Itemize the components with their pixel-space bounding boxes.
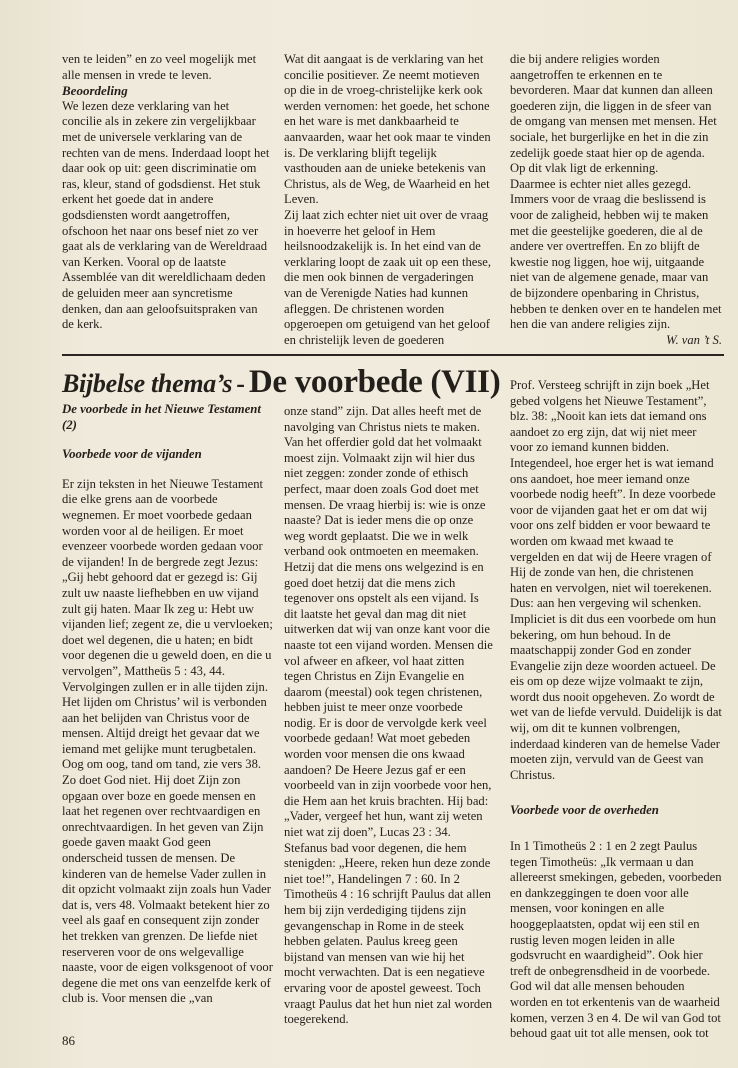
- continued-text: ven te leiden” en zo veel mogelijk met alle mensen in vrede te leven.: [62, 52, 257, 82]
- paragraph: Zij laat zich echter niet uit over de vraag in hoeverre het geloof in Hem heilsnoodzakelijk is. In het eind van de verklaring loopt de zaak uit op een these, die men ook binnen de vergaderingen van de Verenigde Naties had kunnen afleggen. De christenen worden opgeroepen om getuigend van het geloof en christelijk leven de goederen: [284, 207, 492, 347]
- headline-dash: -: [236, 369, 245, 398]
- page-number: 86: [62, 1033, 75, 1048]
- paragraph: die bij andere religies worden aangetroffen te erkennen en te bevorderen. Maar dat kunnen dan alleen goederen zijn, die liggen in de sfeer van de omgang van mensen met mensen. Het sociale, het burgerlijke en het in die zin zedelijk goede staat hier op de agenda. Op dit vlak ligt de erkenning.: [510, 52, 717, 176]
- section-divider: [62, 354, 724, 356]
- article-column-1: [62, 402, 274, 1007]
- top-column-1: [62, 52, 270, 333]
- previous-article-continuation: [0, 52, 738, 352]
- paragraph: Wat dit aangaat is de verklaring van het concilie positiever. Ze neemt motieven op die in de vroeg-christelijke kerk ook werden vernomen: het goede, het schone en het ware is met dankbaarheid te aanvaarden, waar het ook maar te vinden is. De verklaring blijft tegelijk vasthouden aan de unieke betekenis van Christus, als de Weg, de Waarheid en het Leven.: [284, 52, 491, 207]
- section-heading-overheden: Voorbede voor de overheden: [510, 803, 659, 818]
- paragraph: In 1 Timotheüs 2 : 1 en 2 zegt Paulus tegen Timotheüs: „Ik vermaan u dan allereerst smekingen, gebeden, voorbeden en dankzeggingen te doen voor alle mensen, voor koningen en alle hooggeplaatsten, opdat wij een stil en rustig leven mogen leiden in alle godsvrucht en waardigheid”. Ook hier treft de onbegrensdheid in de voorbede. God wil dat alle mensen behouden worden en tot erkentenis van de waarheid komen, verzen 3 en 4. De wil van God tot behoud gaat uit tot alle mensen, ook tot: [510, 839, 722, 1041]
- top-column-3: [510, 52, 722, 348]
- paragraph: onze stand” zijn. Dat alles heeft met de navolging van Christus niets te maken. Van het offerdier gold dat het volmaakt moest zijn. Volmaakt zijn wil hier dus niet zeggen: zonder zonde of ethisch perfect, maar doen zoals God doet met mensen. De vraag hierbij is: wie is onze naaste? Dat is ieder mens die op onze weg wordt geplaatst. Die we in welk verband ook ontmoeten en meemaken. Hetzij dat die mens ons welgezind is en goed doet hetzij dat die mens zich tegenover ons opstelt als een vijand. Is dit laatste het geval dan mag dit niet uitwerken dat wij van onze kant voor die naaste tot een vijand worden. Mensen die vol afweer en afkeer, vol haat zitten tegen Christus en Zijn Evangelie en daarom (meestal) ook tegen christenen, hebben juist te meer onze voorbede nodig. Er is door de vervolgde kerk veel voorbede gedaan! Wat moet gebeden worden voor mensen die ons kwaad aandoen? De Heere Jezus gaf er een voorbeeld van in zijn voorbede voor hen, die Hem aan het kruis brachten. Hij bad: „Vader, vergeef het hun, want zij weten niet wat zij doen”, Lucas 23 : 34. Stefanus bad voor degenen, die hem stenigden: „Heere, reken hun deze zonde niet toe!”, Handelingen 7 : 60. In 2 Timotheüs 4 : 16 schrijft Paulus dat allen hem bij zijn verdediging tijdens zijn gevangenschap in Rome in de steek hebben gelaten. Paulus kreeg geen bijstand van mensen van wie hij het mocht verwachten. Dat is een negatieve ervaring voor de apostel geweest. Toch vraagt Paulus dat het hun niet zal worden toegerekend.: [284, 404, 493, 1027]
- paragraph: Prof. Versteeg schrijft in zijn boek „Het gebed volgens het Nieuwe Testament”, blz. 38: „Nooit kan iets dat iemand ons aandoet zo erg zijn, dat wij niet meer voor zo iemand kunnen bidden. Integendeel, hoe erger het is wat iemand ons aandoet, hoe meer iemand onze voorbede nodig heeft”. In deze voorbede voor de vijanden gaat het er om dat wij voor ons zelf bidden er voor bewaard te worden om kwaad met kwaad te vergelden en dat wij de Heere vragen of Hij de zonde van hen, die christenen haten en vervolgen, niet wil toerekenen. Dus: aan hen vergeving wil schenken. Impliciet is dit dus een voorbede om hun bekering, om hun behoud. In de maatschappij zonder God en zonder Evangelie zijn deze woorden actueel. De eis om op deze wijze volmaakt te zijn, wordt dus nooit opgeheven. Zo wordt de wet van de liefde vervuld. Duidelijk is dat wij, om dit te kunnen volbrengen, inderdaad kinderen van de hemelse Vader moeten zijn, vervuld van de Geest van Christus.: [510, 378, 722, 782]
- article-column-2: [284, 404, 494, 1028]
- author-signature: W. van ’t S.: [666, 332, 722, 347]
- article-subtitle: De voorbede in het Nieuwe Testament (2): [62, 402, 261, 432]
- section-heading-vijanden: Voorbede voor de vijanden: [62, 447, 202, 462]
- paragraph: We lezen deze verklaring van het concilie als in zekere zin vergelijkbaar met de universele verklaring van de rechten van de mens. Inderdaad loopt het daar ook op uit: geen discriminatie om ras, kleur, stand of godsdienst. Het stuk erkent het goede dat in andere godsdiensten wordt aangetroffen, ofschoon het naar ons besef niet zo ver gaat als de verklaring van de Wereldraad van Kerken. Vooral op de laatste Assemblée van dit wereldlichaam deden de geluiden meer aan syncretisme denken, dan aan geloofsuitspraken van de kerk.: [62, 98, 270, 332]
- series-label: Bijbelse thema’s: [62, 369, 233, 398]
- top-column-2: [284, 52, 492, 348]
- paragraph: Er zijn teksten in het Nieuwe Testament die elke grens aan de voorbede wegnemen. Er moet voorbede gedaan worden voor al de heiligen. Er moet evenzeer voorbede worden gedaan voor de vijanden! In de bergrede zegt Jezus: „Gij hebt gehoord dat er gezegd is: Gij zult uw naaste liefhebben en uw vijand zult gij haten. Maar Ik zeg u: Hebt uw vijanden lief; zegent ze, die u vervloeken; doet wel degenen, die u haten; en bidt voor degenen die u geweld doen, en die u vervolgen”, Mattheüs 5 : 43, 44. Vervolgingen zullen er in alle tijden zijn. Het lijden om Christus’ wil is verbonden aan het belijden van Christus voor de mensen. Altijd dreigt het gevaar dat we iemand met gelijke munt terugbetalen. Oog om oog, tand om tand, zie vers 38. Zo doet God niet. Hij doet Zijn zon opgaan over boze en goede mensen en laat het regenen over rechtvaardigen en onrechtvaardigen. In het geven van Zijn goede gaven maakt God geen onderscheid tussen de mensen. De kinderen van de hemelse Vader zullen in dit opzicht volmaakt zijn zoals hun Vader dat is, vers 48. Volmaakt betekent hier zo veel als gaaf en consequent zijn zonder het trekken van grenzen. De liefde niet reserveren voor de ons welgevallige naaste, voor de eigen volksgenoot of voor degene die met ons van eenzelfde kerk of club is. Voor mensen die „van: [62, 476, 273, 1006]
- article-column-3: [510, 378, 722, 1042]
- paragraph: Daarmee is echter niet alles gezegd. Immers voor de vraag die beslissend is voor de zaligheid, hebben wij te maken met die geestelijke goederen, die al de andere ver overtreffen. En zo blijft de kwestie nog liggen, hoe wij, uitgaande niet van de algemene genade, maar van de bijzondere openbaring in Christus, hebben te denken over en te handelen met hen die van andere religies zijn.: [510, 176, 722, 332]
- article-title: De voorbede (VII): [248, 364, 501, 400]
- subheading-beoordeling: Beoordeling: [62, 83, 128, 99]
